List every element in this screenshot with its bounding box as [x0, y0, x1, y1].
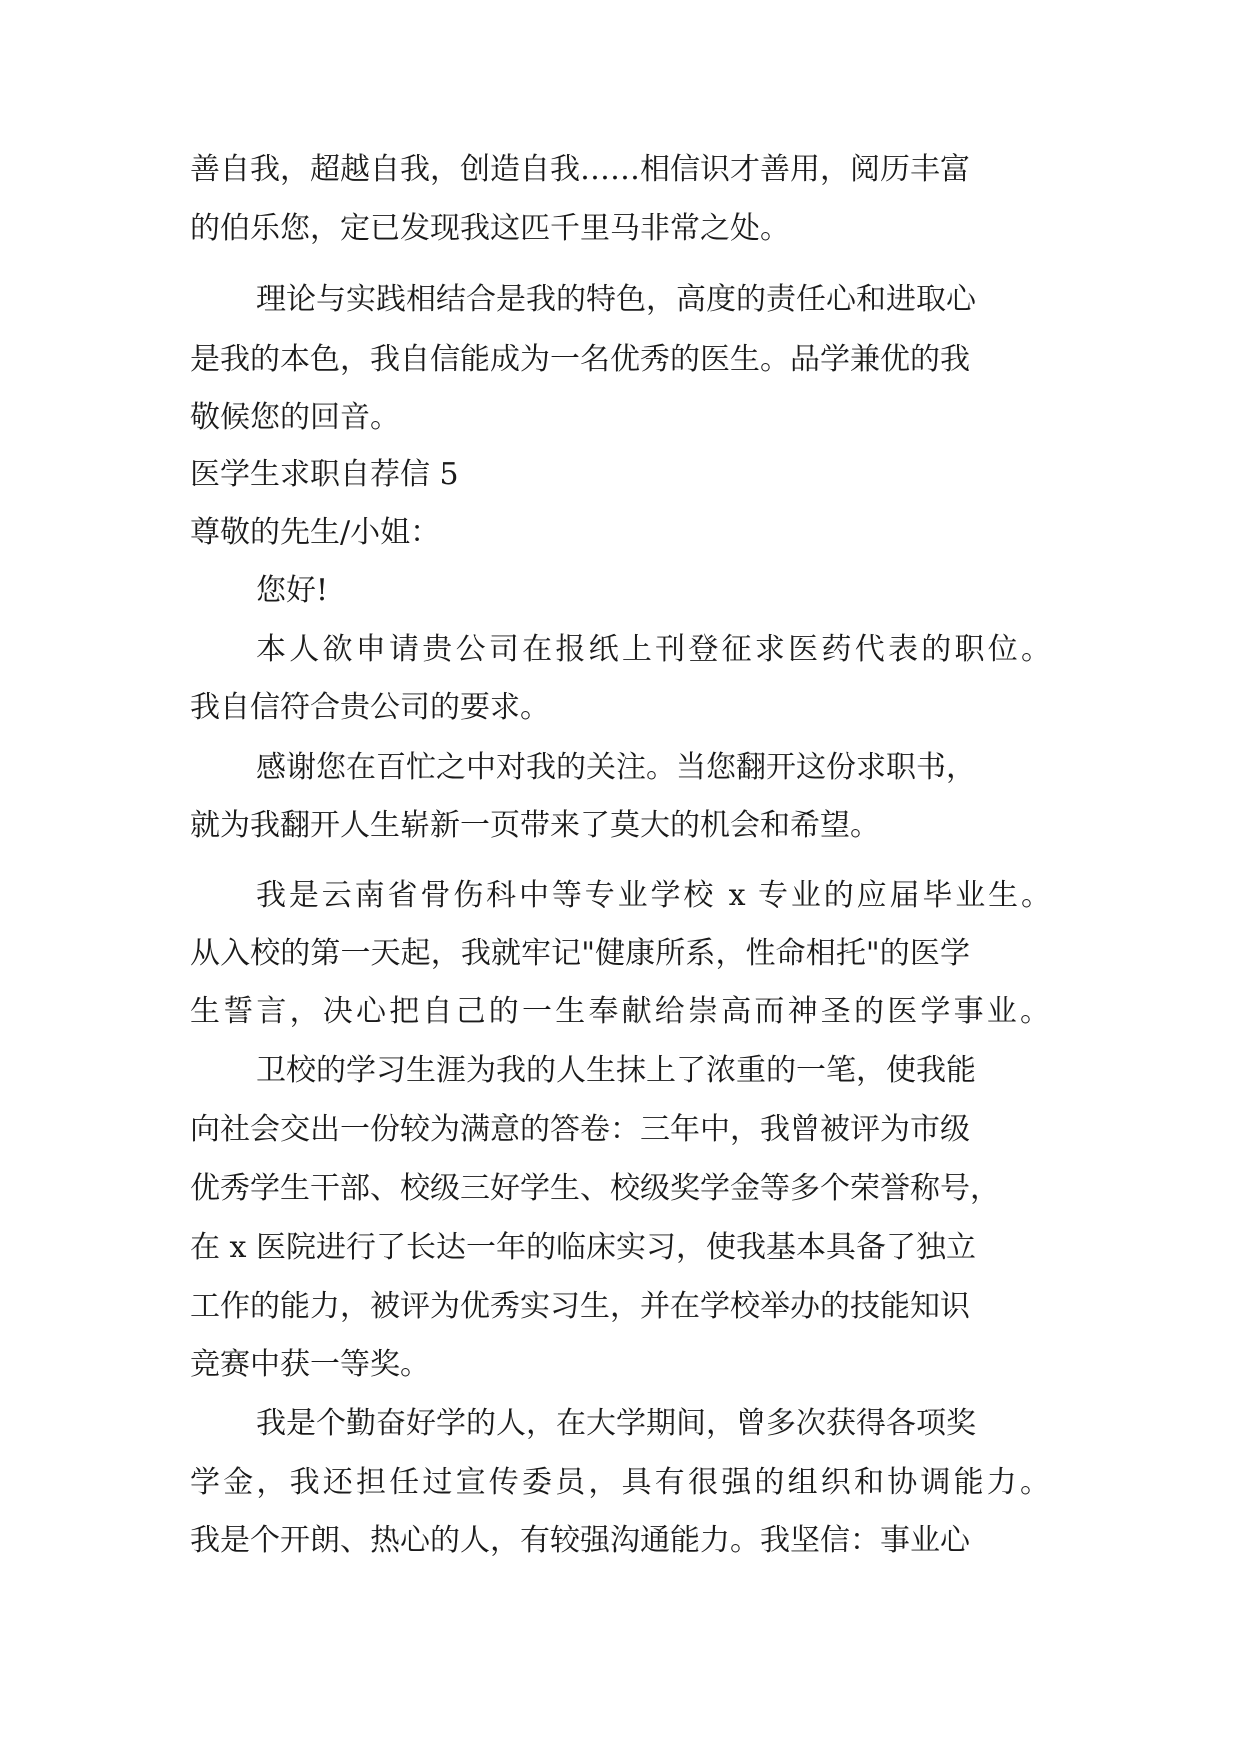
- text-line: 就为我翻开人生崭新一页带来了莫大的机会和希望。: [190, 808, 880, 843]
- paragraph-first-line: 感谢您在百忙之中对我的关注。当您翻开这份求职书，: [256, 750, 976, 785]
- text-line: 工作的能力，被评为优秀实习生，并在学校举办的技能知识: [190, 1289, 970, 1324]
- text-line: 在 x 医院进行了长达一年的临床实习，使我基本具备了独立: [190, 1230, 976, 1265]
- text-line: 向社会交出一份较为满意的答卷：三年中，我曾被评为市级: [190, 1112, 970, 1147]
- salutation: 尊敬的先生/小姐：: [190, 515, 441, 550]
- greeting: 您好!: [256, 573, 329, 608]
- text-line: 我是个开朗、热心的人，有较强沟通能力。我坚信：事业心: [190, 1523, 970, 1558]
- text-line: 善自我，超越自我，创造自我……相信识才善用，阅历丰富: [190, 152, 970, 187]
- text-line: 我自信符合贵公司的要求。: [190, 690, 550, 725]
- paragraph-first-line: 我是云南省骨伤科中等专业学校 x 专业的应届毕业生。: [256, 878, 1051, 913]
- text-line: 从入校的第一天起，我就牢记"健康所系，性命相托"的医学: [190, 936, 970, 971]
- paragraph-first-line: 理论与实践相结合是我的特色，高度的责任心和进取心: [256, 282, 976, 317]
- text-line: 的伯乐您，定已发现我这匹千里马非常之处。: [190, 211, 790, 246]
- text-line: 敬候您的回音。: [190, 400, 400, 435]
- text-line: 竞赛中获一等奖。: [190, 1347, 430, 1382]
- text-line: 优秀学生干部、校级三好学生、校级奖学金等多个荣誉称号，: [190, 1171, 1000, 1206]
- paragraph-first-line: 本人欲申请贵公司在报纸上刊登征求医药代表的职位。: [256, 632, 1051, 667]
- paragraph-first-line: 我是个勤奋好学的人，在大学期间，曾多次获得各项奖: [256, 1406, 976, 1441]
- section-title: 医学生求职自荐信 5: [190, 457, 459, 492]
- paragraph-first-line: 卫校的学习生涯为我的人生抹上了浓重的一笔，使我能: [256, 1053, 976, 1088]
- text-line: 是我的本色，我自信能成为一名优秀的医生。品学兼优的我: [190, 342, 970, 377]
- text-line: 学金，我还担任过宣传委员，具有很强的组织和协调能力。: [190, 1465, 1050, 1500]
- text-line: 生誓言，决心把自己的一生奉献给崇高而神圣的医学事业。: [190, 994, 1050, 1029]
